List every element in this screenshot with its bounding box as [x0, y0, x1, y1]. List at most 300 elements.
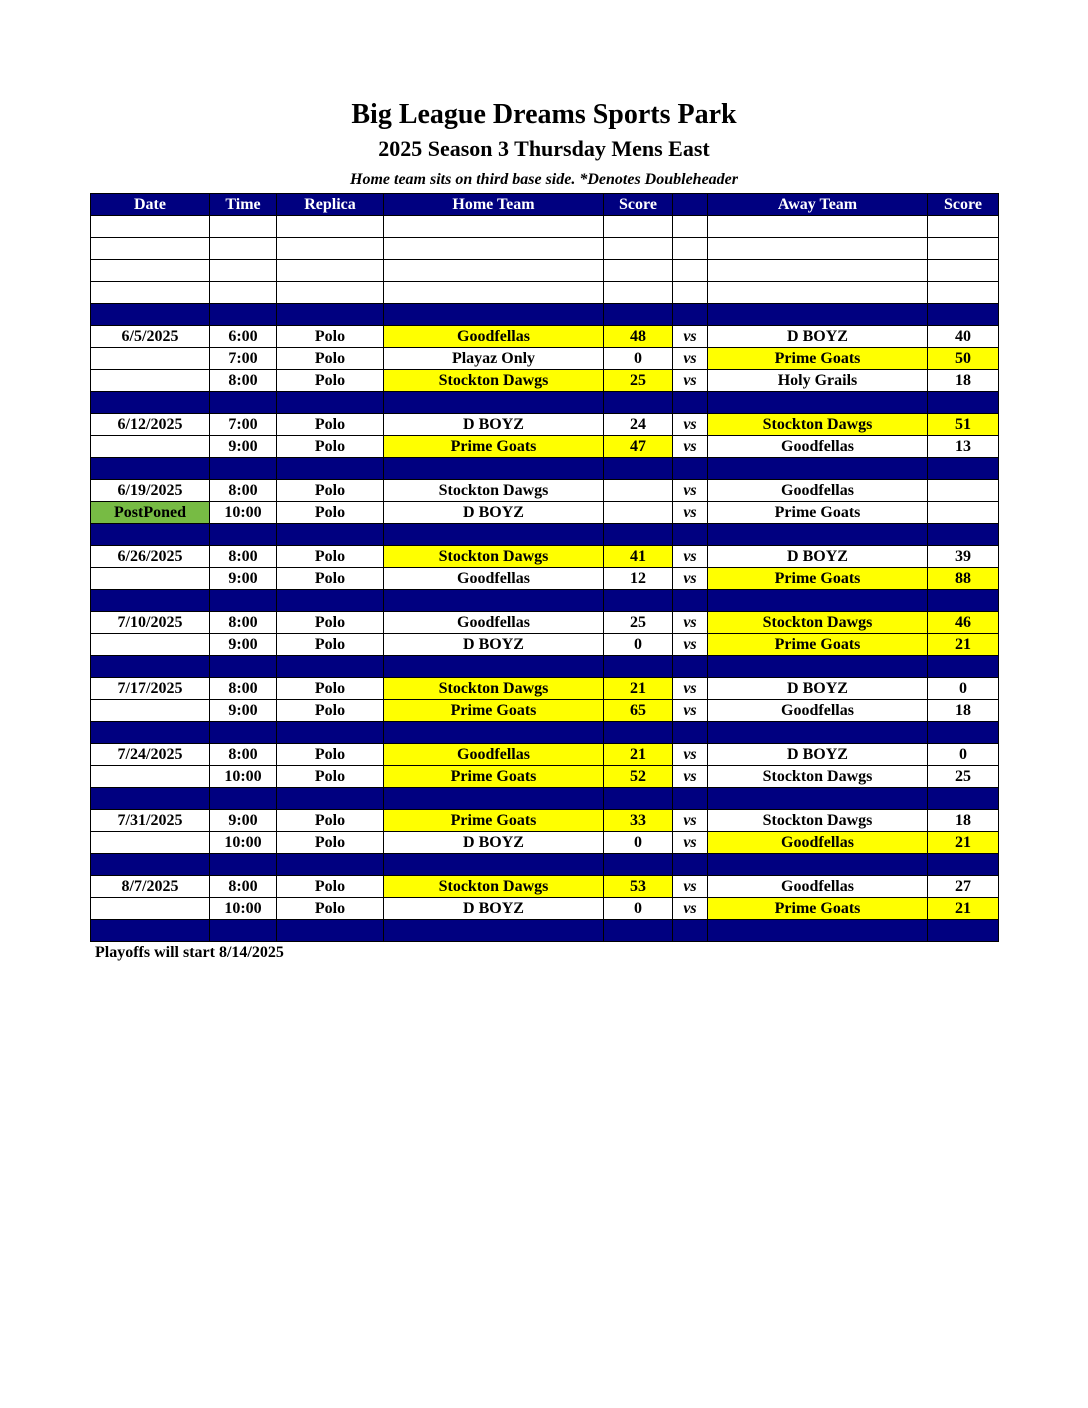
- separator-row: [91, 392, 999, 414]
- blank-cell: [604, 282, 673, 304]
- home-score-cell: 41: [604, 546, 673, 568]
- separator-cell: [210, 458, 277, 480]
- game-row: [91, 832, 999, 854]
- replica-cell: Polo: [277, 612, 384, 634]
- home-score-cell: 33: [604, 810, 673, 832]
- separator-cell: [384, 304, 604, 326]
- separator-cell: [384, 590, 604, 612]
- vs-cell: vs: [673, 876, 708, 898]
- separator-cell: [277, 458, 384, 480]
- separator-cell: [277, 590, 384, 612]
- separator-cell: [210, 722, 277, 744]
- time-cell: 9:00: [210, 568, 277, 590]
- replica-cell: Polo: [277, 348, 384, 370]
- game-row: [91, 678, 999, 700]
- separator-cell: [91, 524, 210, 546]
- separator-cell: [673, 304, 708, 326]
- replica-cell: Polo: [277, 744, 384, 766]
- separator-cell: [384, 524, 604, 546]
- home-score-cell: 47: [604, 436, 673, 458]
- away-team-cell: Goodfellas: [708, 700, 928, 722]
- home-team-cell: Stockton Dawgs: [384, 370, 604, 392]
- replica-cell: Polo: [277, 326, 384, 348]
- col-header-time: Time: [210, 194, 277, 216]
- time-cell: 10:00: [210, 898, 277, 920]
- schedule-table: [90, 193, 999, 942]
- away-team-cell: D BOYZ: [708, 744, 928, 766]
- col-header-date: Date: [91, 194, 210, 216]
- replica-cell: Polo: [277, 832, 384, 854]
- separator-cell: [210, 590, 277, 612]
- separator-cell: [928, 458, 999, 480]
- game-row: [91, 326, 999, 348]
- vs-cell: vs: [673, 568, 708, 590]
- home-team-cell: Stockton Dawgs: [384, 480, 604, 502]
- separator-row: [91, 524, 999, 546]
- vs-cell: vs: [673, 744, 708, 766]
- replica-cell: Polo: [277, 502, 384, 524]
- separator-row: [91, 854, 999, 876]
- separator-cell: [604, 304, 673, 326]
- separator-cell: [708, 304, 928, 326]
- date-cell: [91, 700, 210, 722]
- separator-row: [91, 656, 999, 678]
- separator-cell: [604, 524, 673, 546]
- separator-cell: [928, 524, 999, 546]
- home-score-cell: 48: [604, 326, 673, 348]
- col-header-vs: [673, 194, 708, 216]
- home-score-cell: 0: [604, 348, 673, 370]
- vs-cell: vs: [673, 480, 708, 502]
- away-score-cell: 27: [928, 876, 999, 898]
- separator-cell: [210, 788, 277, 810]
- home-score-cell: 0: [604, 898, 673, 920]
- home-score-cell: 0: [604, 832, 673, 854]
- time-cell: 8:00: [210, 546, 277, 568]
- replica-cell: Polo: [277, 700, 384, 722]
- blank-cell: [277, 216, 384, 238]
- blank-cell: [277, 282, 384, 304]
- blank-cell: [210, 260, 277, 282]
- blank-cell: [91, 260, 210, 282]
- separator-cell: [708, 524, 928, 546]
- blank-cell: [928, 216, 999, 238]
- away-score-cell: 18: [928, 700, 999, 722]
- separator-cell: [928, 920, 999, 942]
- separator-cell: [708, 590, 928, 612]
- separator-cell: [210, 524, 277, 546]
- blank-cell: [708, 282, 928, 304]
- away-team-cell: D BOYZ: [708, 546, 928, 568]
- game-row: [91, 700, 999, 722]
- away-score-cell: 13: [928, 436, 999, 458]
- blank-cell: [210, 282, 277, 304]
- away-team-cell: Prime Goats: [708, 634, 928, 656]
- date-cell: 7/31/2025: [91, 810, 210, 832]
- separator-cell: [210, 854, 277, 876]
- separator-cell: [673, 788, 708, 810]
- blank-cell: [91, 238, 210, 260]
- away-score-cell: 88: [928, 568, 999, 590]
- separator-cell: [673, 920, 708, 942]
- page-subtitle: 2025 Season 3 Thursday Mens East: [378, 136, 710, 161]
- separator-cell: [384, 854, 604, 876]
- separator-cell: [91, 656, 210, 678]
- separator-cell: [277, 920, 384, 942]
- page-title: Big League Dreams Sports Park: [351, 99, 737, 130]
- separator-cell: [673, 392, 708, 414]
- replica-cell: Polo: [277, 568, 384, 590]
- game-row: [91, 348, 999, 370]
- blank-cell: [384, 260, 604, 282]
- blank-cell: [928, 282, 999, 304]
- away-score-cell: 25: [928, 766, 999, 788]
- vs-cell: vs: [673, 766, 708, 788]
- blank-row: [91, 238, 999, 260]
- time-cell: 9:00: [210, 810, 277, 832]
- separator-row: [91, 722, 999, 744]
- date-cell: 7/24/2025: [91, 744, 210, 766]
- replica-cell: Polo: [277, 546, 384, 568]
- away-score-cell: 39: [928, 546, 999, 568]
- away-team-cell: Prime Goats: [708, 898, 928, 920]
- replica-cell: Polo: [277, 766, 384, 788]
- separator-cell: [604, 656, 673, 678]
- time-cell: 10:00: [210, 502, 277, 524]
- home-team-cell: Playaz Only: [384, 348, 604, 370]
- home-score-cell: 0: [604, 634, 673, 656]
- separator-cell: [604, 788, 673, 810]
- col-header-away-score: Score: [928, 194, 999, 216]
- away-team-cell: Prime Goats: [708, 568, 928, 590]
- away-team-cell: Holy Grails: [708, 370, 928, 392]
- replica-cell: Polo: [277, 634, 384, 656]
- blank-cell: [928, 260, 999, 282]
- game-row: [91, 612, 999, 634]
- separator-row: [91, 458, 999, 480]
- replica-cell: Polo: [277, 480, 384, 502]
- separator-cell: [673, 656, 708, 678]
- separator-cell: [384, 656, 604, 678]
- playoffs-note: Playoffs will start 8/14/2025: [95, 944, 284, 961]
- away-team-cell: Goodfellas: [708, 436, 928, 458]
- away-score-cell: [928, 502, 999, 524]
- away-score-cell: 18: [928, 810, 999, 832]
- blank-cell: [210, 216, 277, 238]
- home-score-cell: 24: [604, 414, 673, 436]
- separator-row: [91, 788, 999, 810]
- vs-cell: vs: [673, 326, 708, 348]
- home-team-cell: Prime Goats: [384, 810, 604, 832]
- replica-cell: Polo: [277, 876, 384, 898]
- separator-cell: [277, 722, 384, 744]
- replica-cell: Polo: [277, 436, 384, 458]
- away-score-cell: [928, 480, 999, 502]
- replica-cell: Polo: [277, 678, 384, 700]
- home-score-cell: 21: [604, 744, 673, 766]
- separator-cell: [708, 392, 928, 414]
- separator-cell: [928, 590, 999, 612]
- away-score-cell: 21: [928, 634, 999, 656]
- separator-cell: [384, 458, 604, 480]
- vs-cell: vs: [673, 612, 708, 634]
- date-cell: [91, 898, 210, 920]
- separator-cell: [673, 590, 708, 612]
- replica-cell: Polo: [277, 370, 384, 392]
- separator-cell: [708, 458, 928, 480]
- separator-cell: [277, 392, 384, 414]
- separator-cell: [673, 524, 708, 546]
- separator-cell: [604, 392, 673, 414]
- vs-cell: vs: [673, 502, 708, 524]
- separator-cell: [708, 920, 928, 942]
- home-team-cell: Prime Goats: [384, 700, 604, 722]
- away-team-cell: D BOYZ: [708, 326, 928, 348]
- time-cell: 8:00: [210, 612, 277, 634]
- separator-cell: [210, 392, 277, 414]
- blank-cell: [604, 238, 673, 260]
- blank-cell: [604, 216, 673, 238]
- date-cell: [91, 634, 210, 656]
- separator-cell: [604, 590, 673, 612]
- separator-cell: [928, 656, 999, 678]
- separator-cell: [708, 722, 928, 744]
- game-row: [91, 502, 999, 524]
- date-cell: 6/12/2025: [91, 414, 210, 436]
- time-cell: 9:00: [210, 700, 277, 722]
- away-team-cell: Stockton Dawgs: [708, 810, 928, 832]
- time-cell: 10:00: [210, 832, 277, 854]
- blank-cell: [708, 238, 928, 260]
- blank-cell: [673, 282, 708, 304]
- separator-cell: [673, 458, 708, 480]
- away-score-cell: 18: [928, 370, 999, 392]
- blank-cell: [673, 216, 708, 238]
- away-team-cell: D BOYZ: [708, 678, 928, 700]
- game-row: [91, 634, 999, 656]
- date-cell: PostPoned: [91, 502, 210, 524]
- vs-cell: vs: [673, 370, 708, 392]
- home-team-cell: Goodfellas: [384, 612, 604, 634]
- blank-cell: [928, 238, 999, 260]
- date-cell: 6/5/2025: [91, 326, 210, 348]
- date-cell: 7/17/2025: [91, 678, 210, 700]
- separator-cell: [277, 788, 384, 810]
- replica-cell: Polo: [277, 898, 384, 920]
- separator-cell: [277, 854, 384, 876]
- separator-cell: [384, 722, 604, 744]
- time-cell: 8:00: [210, 678, 277, 700]
- separator-cell: [277, 656, 384, 678]
- separator-cell: [210, 920, 277, 942]
- time-cell: 8:00: [210, 480, 277, 502]
- away-team-cell: Prime Goats: [708, 348, 928, 370]
- separator-cell: [91, 304, 210, 326]
- game-row: [91, 370, 999, 392]
- away-score-cell: 0: [928, 678, 999, 700]
- separator-row: [91, 920, 999, 942]
- schedule-body: [91, 216, 999, 942]
- home-score-cell: 21: [604, 678, 673, 700]
- separator-cell: [604, 722, 673, 744]
- table-header-row: [91, 194, 999, 216]
- date-cell: [91, 370, 210, 392]
- time-cell: 8:00: [210, 876, 277, 898]
- home-score-cell: 25: [604, 370, 673, 392]
- blank-row: [91, 282, 999, 304]
- date-cell: [91, 766, 210, 788]
- separator-cell: [928, 788, 999, 810]
- col-header-away-team: Away Team: [708, 194, 928, 216]
- away-score-cell: 0: [928, 744, 999, 766]
- separator-cell: [91, 722, 210, 744]
- away-team-cell: Stockton Dawgs: [708, 612, 928, 634]
- blank-cell: [277, 238, 384, 260]
- game-row: [91, 810, 999, 832]
- game-row: [91, 898, 999, 920]
- vs-cell: vs: [673, 832, 708, 854]
- time-cell: 9:00: [210, 634, 277, 656]
- replica-cell: Polo: [277, 414, 384, 436]
- home-team-cell: Goodfellas: [384, 326, 604, 348]
- home-team-cell: Stockton Dawgs: [384, 876, 604, 898]
- blank-cell: [673, 260, 708, 282]
- home-score-cell: 52: [604, 766, 673, 788]
- date-cell: 8/7/2025: [91, 876, 210, 898]
- home-team-cell: Goodfellas: [384, 744, 604, 766]
- vs-cell: vs: [673, 700, 708, 722]
- date-cell: 6/26/2025: [91, 546, 210, 568]
- date-cell: [91, 436, 210, 458]
- home-team-cell: Goodfellas: [384, 568, 604, 590]
- time-cell: 10:00: [210, 766, 277, 788]
- replica-cell: Polo: [277, 810, 384, 832]
- home-score-cell: 25: [604, 612, 673, 634]
- home-team-cell: Stockton Dawgs: [384, 546, 604, 568]
- separator-cell: [708, 854, 928, 876]
- page-note: Home team sits on third base side. *Denotes Doubleheader: [350, 171, 738, 188]
- time-cell: 6:00: [210, 326, 277, 348]
- separator-cell: [928, 392, 999, 414]
- blank-cell: [673, 238, 708, 260]
- vs-cell: vs: [673, 436, 708, 458]
- separator-cell: [928, 854, 999, 876]
- away-score-cell: 46: [928, 612, 999, 634]
- home-score-cell: 53: [604, 876, 673, 898]
- separator-cell: [604, 458, 673, 480]
- game-row: [91, 744, 999, 766]
- separator-row: [91, 304, 999, 326]
- separator-cell: [928, 304, 999, 326]
- home-team-cell: D BOYZ: [384, 502, 604, 524]
- col-header-home-score: Score: [604, 194, 673, 216]
- blank-cell: [384, 216, 604, 238]
- home-score-cell: [604, 502, 673, 524]
- away-team-cell: Goodfellas: [708, 876, 928, 898]
- separator-cell: [91, 392, 210, 414]
- separator-cell: [708, 788, 928, 810]
- date-cell: 7/10/2025: [91, 612, 210, 634]
- home-team-cell: D BOYZ: [384, 898, 604, 920]
- separator-cell: [277, 524, 384, 546]
- vs-cell: vs: [673, 348, 708, 370]
- game-row: [91, 436, 999, 458]
- separator-row: [91, 590, 999, 612]
- home-score-cell: [604, 480, 673, 502]
- separator-cell: [384, 920, 604, 942]
- time-cell: 9:00: [210, 436, 277, 458]
- vs-cell: vs: [673, 678, 708, 700]
- away-team-cell: Stockton Dawgs: [708, 414, 928, 436]
- date-cell: [91, 568, 210, 590]
- vs-cell: vs: [673, 546, 708, 568]
- away-team-cell: Goodfellas: [708, 832, 928, 854]
- game-row: [91, 414, 999, 436]
- time-cell: 7:00: [210, 348, 277, 370]
- col-header-replica: Replica: [277, 194, 384, 216]
- separator-cell: [277, 304, 384, 326]
- separator-cell: [91, 788, 210, 810]
- away-team-cell: Goodfellas: [708, 480, 928, 502]
- home-team-cell: Prime Goats: [384, 436, 604, 458]
- separator-cell: [604, 854, 673, 876]
- separator-cell: [604, 920, 673, 942]
- home-team-cell: D BOYZ: [384, 634, 604, 656]
- date-cell: [91, 832, 210, 854]
- separator-cell: [673, 722, 708, 744]
- home-team-cell: D BOYZ: [384, 832, 604, 854]
- date-cell: 6/19/2025: [91, 480, 210, 502]
- away-score-cell: 40: [928, 326, 999, 348]
- away-team-cell: Prime Goats: [708, 502, 928, 524]
- game-row: [91, 546, 999, 568]
- blank-cell: [210, 238, 277, 260]
- game-row: [91, 876, 999, 898]
- separator-cell: [91, 590, 210, 612]
- home-score-cell: 65: [604, 700, 673, 722]
- home-team-cell: Prime Goats: [384, 766, 604, 788]
- separator-cell: [708, 656, 928, 678]
- blank-cell: [384, 282, 604, 304]
- blank-row: [91, 260, 999, 282]
- away-team-cell: Stockton Dawgs: [708, 766, 928, 788]
- time-cell: 7:00: [210, 414, 277, 436]
- game-row: [91, 568, 999, 590]
- separator-cell: [384, 392, 604, 414]
- time-cell: 8:00: [210, 370, 277, 392]
- away-score-cell: 21: [928, 832, 999, 854]
- home-score-cell: 12: [604, 568, 673, 590]
- blank-cell: [604, 260, 673, 282]
- time-cell: 8:00: [210, 744, 277, 766]
- game-row: [91, 480, 999, 502]
- blank-cell: [91, 282, 210, 304]
- away-score-cell: 21: [928, 898, 999, 920]
- home-team-cell: D BOYZ: [384, 414, 604, 436]
- separator-cell: [384, 788, 604, 810]
- date-cell: [91, 348, 210, 370]
- separator-cell: [91, 458, 210, 480]
- separator-cell: [210, 304, 277, 326]
- game-row: [91, 766, 999, 788]
- blank-row: [91, 216, 999, 238]
- vs-cell: vs: [673, 634, 708, 656]
- separator-cell: [91, 854, 210, 876]
- blank-cell: [708, 260, 928, 282]
- col-header-home-team: Home Team: [384, 194, 604, 216]
- away-score-cell: 51: [928, 414, 999, 436]
- blank-cell: [277, 260, 384, 282]
